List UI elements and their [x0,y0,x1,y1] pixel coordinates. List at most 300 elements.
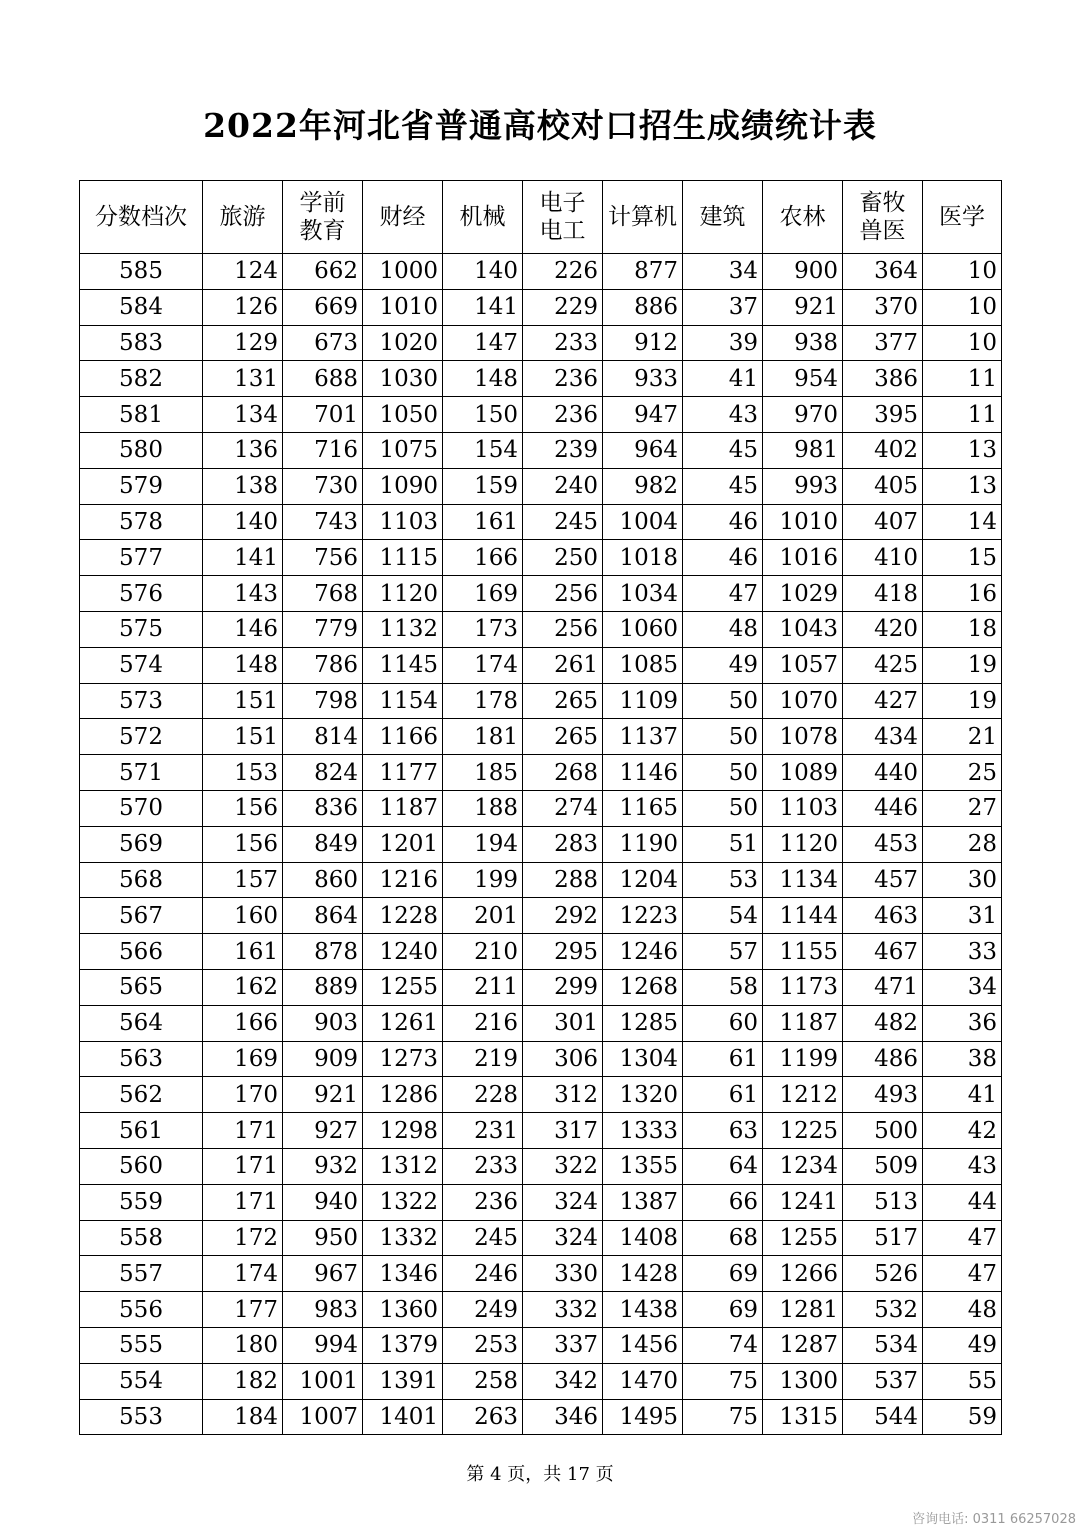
table-cell: 824 [283,755,363,791]
column-header: 分数档次 [80,181,203,254]
table-row [80,1292,1002,1328]
table-cell: 68 [683,1220,763,1256]
table-cell: 1016 [763,540,843,576]
table-cell: 151 [203,683,283,719]
table-cell: 571 [80,755,203,791]
table-row [80,504,1002,540]
table-cell: 283 [523,826,603,862]
table-cell: 18 [923,611,1002,647]
table-row [80,254,1002,290]
table-cell: 181 [443,719,523,755]
table-cell: 1216 [363,862,443,898]
table-cell: 554 [80,1363,203,1399]
table-cell: 701 [283,397,363,433]
table-cell: 407 [843,504,923,540]
table-cell: 994 [283,1327,363,1363]
table-cell: 1154 [363,683,443,719]
table-cell: 967 [283,1256,363,1292]
table-cell: 1315 [763,1399,843,1435]
table-cell: 786 [283,647,363,683]
table-cell: 50 [683,683,763,719]
table-cell: 1109 [603,683,683,719]
table-cell: 569 [80,826,203,862]
column-header: 机械 [443,181,523,254]
table-cell: 982 [603,468,683,504]
table-cell: 688 [283,361,363,397]
table-cell: 219 [443,1041,523,1077]
table-cell: 19 [923,647,1002,683]
table-cell: 60 [683,1005,763,1041]
table-cell: 177 [203,1292,283,1328]
table-cell: 211 [443,969,523,1005]
table-cell: 47 [923,1256,1002,1292]
table-cell: 1255 [363,969,443,1005]
table-cell: 1085 [603,647,683,683]
table-cell: 261 [523,647,603,683]
table-cell: 1379 [363,1327,443,1363]
table-cell: 129 [203,325,283,361]
contact-phone: 咨询电话: 0311 66257028 [912,1512,1076,1527]
table-cell: 1187 [363,790,443,826]
table-cell: 1286 [363,1077,443,1113]
table-row [80,1184,1002,1220]
table-cell: 576 [80,576,203,612]
table-header-row [80,181,1002,254]
table-cell: 10 [923,289,1002,325]
table-cell: 1228 [363,898,443,934]
table-cell: 249 [443,1292,523,1328]
table-cell: 556 [80,1292,203,1328]
table-cell: 1146 [603,755,683,791]
table-cell: 1320 [603,1077,683,1113]
table-cell: 171 [203,1184,283,1220]
table-cell: 463 [843,898,923,934]
table-cell: 1391 [363,1363,443,1399]
table-cell: 889 [283,969,363,1005]
table-cell: 136 [203,432,283,468]
column-header: 学前 教育 [283,181,363,254]
table-cell: 10 [923,325,1002,361]
table-cell: 45 [683,468,763,504]
table-cell: 860 [283,862,363,898]
table-cell: 577 [80,540,203,576]
table-cell: 49 [923,1327,1002,1363]
table-row [80,1077,1002,1113]
column-header: 电子 电工 [523,181,603,254]
table-cell: 446 [843,790,923,826]
table-cell: 1018 [603,540,683,576]
table-cell: 42 [923,1113,1002,1149]
table-cell: 471 [843,969,923,1005]
table-cell: 1312 [363,1148,443,1184]
table-cell: 493 [843,1077,923,1113]
table-cell: 322 [523,1148,603,1184]
table-cell: 940 [283,1184,363,1220]
table-row [80,1363,1002,1399]
table-cell: 185 [443,755,523,791]
table-cell: 673 [283,325,363,361]
table-cell: 377 [843,325,923,361]
table-cell: 226 [523,254,603,290]
table-cell: 1360 [363,1292,443,1328]
table-cell: 561 [80,1113,203,1149]
table-cell: 1408 [603,1220,683,1256]
table-cell: 292 [523,898,603,934]
table-cell: 171 [203,1113,283,1149]
table-cell: 553 [80,1399,203,1435]
table-cell: 1456 [603,1327,683,1363]
table-cell: 169 [443,576,523,612]
table-cell: 188 [443,790,523,826]
table-cell: 30 [923,862,1002,898]
table-cell: 184 [203,1399,283,1435]
table-cell: 45 [683,432,763,468]
table-cell: 148 [443,361,523,397]
score-statistics-table [79,180,1002,1435]
table-cell: 245 [523,504,603,540]
table-cell: 555 [80,1327,203,1363]
table-row [80,862,1002,898]
table-cell: 156 [203,790,283,826]
table-cell: 61 [683,1077,763,1113]
table-cell: 38 [923,1041,1002,1077]
table-cell: 864 [283,898,363,934]
table-cell: 69 [683,1256,763,1292]
table-cell: 912 [603,325,683,361]
table-cell: 306 [523,1041,603,1077]
table-cell: 10 [923,254,1002,290]
table-cell: 582 [80,361,203,397]
table-cell: 157 [203,862,283,898]
table-cell: 1333 [603,1113,683,1149]
table-cell: 798 [283,683,363,719]
table-cell: 250 [523,540,603,576]
table-cell: 1268 [603,969,683,1005]
table-cell: 1190 [603,826,683,862]
table-cell: 141 [443,289,523,325]
table-cell: 567 [80,898,203,934]
table-cell: 457 [843,862,923,898]
table-cell: 31 [923,898,1002,934]
table-cell: 50 [683,719,763,755]
table-cell: 54 [683,898,763,934]
table-cell: 1057 [763,647,843,683]
table-cell: 526 [843,1256,923,1292]
table-cell: 201 [443,898,523,934]
table-cell: 11 [923,397,1002,433]
table-cell: 1007 [283,1399,363,1435]
table-cell: 43 [683,397,763,433]
table-cell: 194 [443,826,523,862]
table-cell: 1346 [363,1256,443,1292]
table-cell: 150 [443,397,523,433]
table-cell: 386 [843,361,923,397]
table-cell: 33 [923,934,1002,970]
table-cell: 395 [843,397,923,433]
table-cell: 1438 [603,1292,683,1328]
table-cell: 172 [203,1220,283,1256]
table-cell: 140 [443,254,523,290]
table-cell: 258 [443,1363,523,1399]
table-cell: 947 [603,397,683,433]
table-cell: 34 [683,254,763,290]
table-cell: 983 [283,1292,363,1328]
table-cell: 147 [443,325,523,361]
table-cell: 13 [923,432,1002,468]
table-cell: 44 [923,1184,1002,1220]
table-cell: 50 [683,755,763,791]
table-cell: 574 [80,647,203,683]
table-cell: 154 [443,432,523,468]
table-row [80,755,1002,791]
table-cell: 14 [923,504,1002,540]
table-cell: 405 [843,468,923,504]
table-cell: 453 [843,826,923,862]
table-row [80,934,1002,970]
table-cell: 1234 [763,1148,843,1184]
table-cell: 47 [683,576,763,612]
table-cell: 716 [283,432,363,468]
table-cell: 537 [843,1363,923,1399]
table-cell: 1075 [363,432,443,468]
table-cell: 1001 [283,1363,363,1399]
table-cell: 573 [80,683,203,719]
table-cell: 662 [283,254,363,290]
table-cell: 173 [443,611,523,647]
table-cell: 58 [683,969,763,1005]
table-cell: 13 [923,468,1002,504]
table-cell: 61 [683,1041,763,1077]
table-cell: 151 [203,719,283,755]
table-cell: 59 [923,1399,1002,1435]
table-cell: 55 [923,1363,1002,1399]
table-cell: 126 [203,289,283,325]
table-cell: 970 [763,397,843,433]
table-row [80,468,1002,504]
table-cell: 921 [283,1077,363,1113]
table-cell: 41 [923,1077,1002,1113]
table-cell: 583 [80,325,203,361]
table-cell: 849 [283,826,363,862]
table-cell: 36 [923,1005,1002,1041]
table-cell: 669 [283,289,363,325]
table-cell: 1273 [363,1041,443,1077]
table-cell: 265 [523,719,603,755]
table-cell: 1034 [603,576,683,612]
table-cell: 330 [523,1256,603,1292]
table-cell: 1332 [363,1220,443,1256]
table-cell: 19 [923,683,1002,719]
table-cell: 253 [443,1327,523,1363]
table-cell: 174 [443,647,523,683]
table-row [80,790,1002,826]
table-cell: 938 [763,325,843,361]
table-cell: 131 [203,361,283,397]
table-cell: 950 [283,1220,363,1256]
table-cell: 1004 [603,504,683,540]
table-cell: 420 [843,611,923,647]
table-cell: 557 [80,1256,203,1292]
table-cell: 178 [443,683,523,719]
table-row [80,289,1002,325]
table-cell: 534 [843,1327,923,1363]
table-cell: 216 [443,1005,523,1041]
table-row [80,611,1002,647]
table-cell: 517 [843,1220,923,1256]
table-cell: 148 [203,647,283,683]
table-cell: 560 [80,1148,203,1184]
table-cell: 933 [603,361,683,397]
table-cell: 509 [843,1148,923,1184]
table-cell: 1199 [763,1041,843,1077]
table-cell: 878 [283,934,363,970]
table-cell: 342 [523,1363,603,1399]
table-cell: 743 [283,504,363,540]
table-cell: 1428 [603,1256,683,1292]
table-row [80,361,1002,397]
table-cell: 584 [80,289,203,325]
table-cell: 364 [843,254,923,290]
table-cell: 1030 [363,361,443,397]
table-cell: 50 [683,790,763,826]
table-cell: 231 [443,1113,523,1149]
table-row [80,647,1002,683]
table-cell: 1090 [363,468,443,504]
table-row [80,1220,1002,1256]
table-row [80,1005,1002,1041]
table-cell: 486 [843,1041,923,1077]
table-cell: 1240 [363,934,443,970]
table-cell: 1165 [603,790,683,826]
table-cell: 580 [80,432,203,468]
table-cell: 1298 [363,1113,443,1149]
table-cell: 1050 [363,397,443,433]
table-cell: 909 [283,1041,363,1077]
table-cell: 256 [523,576,603,612]
table-cell: 1145 [363,647,443,683]
table-cell: 440 [843,755,923,791]
table-cell: 1060 [603,611,683,647]
table-cell: 425 [843,647,923,683]
table-cell: 153 [203,755,283,791]
table-cell: 886 [603,289,683,325]
table-cell: 16 [923,576,1002,612]
table-cell: 900 [763,254,843,290]
table-cell: 532 [843,1292,923,1328]
table-cell: 370 [843,289,923,325]
table-cell: 1115 [363,540,443,576]
table-cell: 43 [923,1148,1002,1184]
table-cell: 263 [443,1399,523,1435]
table-cell: 46 [683,504,763,540]
table-cell: 418 [843,576,923,612]
column-header: 旅游 [203,181,283,254]
table-cell: 268 [523,755,603,791]
table-row [80,1041,1002,1077]
table-cell: 332 [523,1292,603,1328]
table-cell: 570 [80,790,203,826]
table-cell: 578 [80,504,203,540]
table-cell: 1120 [363,576,443,612]
table-cell: 39 [683,325,763,361]
table-cell: 730 [283,468,363,504]
table-cell: 1078 [763,719,843,755]
document-title: 2022年河北省普通高校对口招生成绩统计表 [203,106,877,145]
table-cell: 239 [523,432,603,468]
table-cell: 568 [80,862,203,898]
table-row [80,432,1002,468]
table-cell: 317 [523,1113,603,1149]
table-cell: 28 [923,826,1002,862]
table-cell: 236 [523,397,603,433]
table-cell: 558 [80,1220,203,1256]
table-cell: 166 [203,1005,283,1041]
table-cell: 346 [523,1399,603,1435]
table-cell: 166 [443,540,523,576]
table-cell: 1020 [363,325,443,361]
table-cell: 1177 [363,755,443,791]
table-cell: 236 [523,361,603,397]
table-cell: 402 [843,432,923,468]
table-cell: 513 [843,1184,923,1220]
table-cell: 563 [80,1041,203,1077]
table-cell: 585 [80,254,203,290]
table-cell: 21 [923,719,1002,755]
table-cell: 141 [203,540,283,576]
table-cell: 246 [443,1256,523,1292]
table-cell: 482 [843,1005,923,1041]
table-row [80,969,1002,1005]
table-cell: 53 [683,862,763,898]
table-row [80,898,1002,934]
table-cell: 170 [203,1077,283,1113]
table-row [80,397,1002,433]
column-header: 农林 [763,181,843,254]
table-cell: 564 [80,1005,203,1041]
table-cell: 410 [843,540,923,576]
table-row [80,1399,1002,1435]
table-cell: 1089 [763,755,843,791]
table-cell: 324 [523,1184,603,1220]
table-cell: 566 [80,934,203,970]
table-cell: 160 [203,898,283,934]
table-cell: 240 [523,468,603,504]
table-cell: 921 [763,289,843,325]
table-cell: 161 [443,504,523,540]
table-cell: 1120 [763,826,843,862]
table-row [80,325,1002,361]
table-cell: 64 [683,1148,763,1184]
table-cell: 1255 [763,1220,843,1256]
table-cell: 1241 [763,1184,843,1220]
table-cell: 562 [80,1077,203,1113]
table-cell: 57 [683,934,763,970]
table-cell: 74 [683,1327,763,1363]
table-row [80,576,1002,612]
table-cell: 140 [203,504,283,540]
table-cell: 1355 [603,1148,683,1184]
table-cell: 161 [203,934,283,970]
table-cell: 66 [683,1184,763,1220]
table-cell: 1010 [763,504,843,540]
table-cell: 228 [443,1077,523,1113]
table-cell: 1223 [603,898,683,934]
table-cell: 288 [523,862,603,898]
table-cell: 41 [683,361,763,397]
table-cell: 1103 [763,790,843,826]
table-cell: 15 [923,540,1002,576]
table-cell: 180 [203,1327,283,1363]
